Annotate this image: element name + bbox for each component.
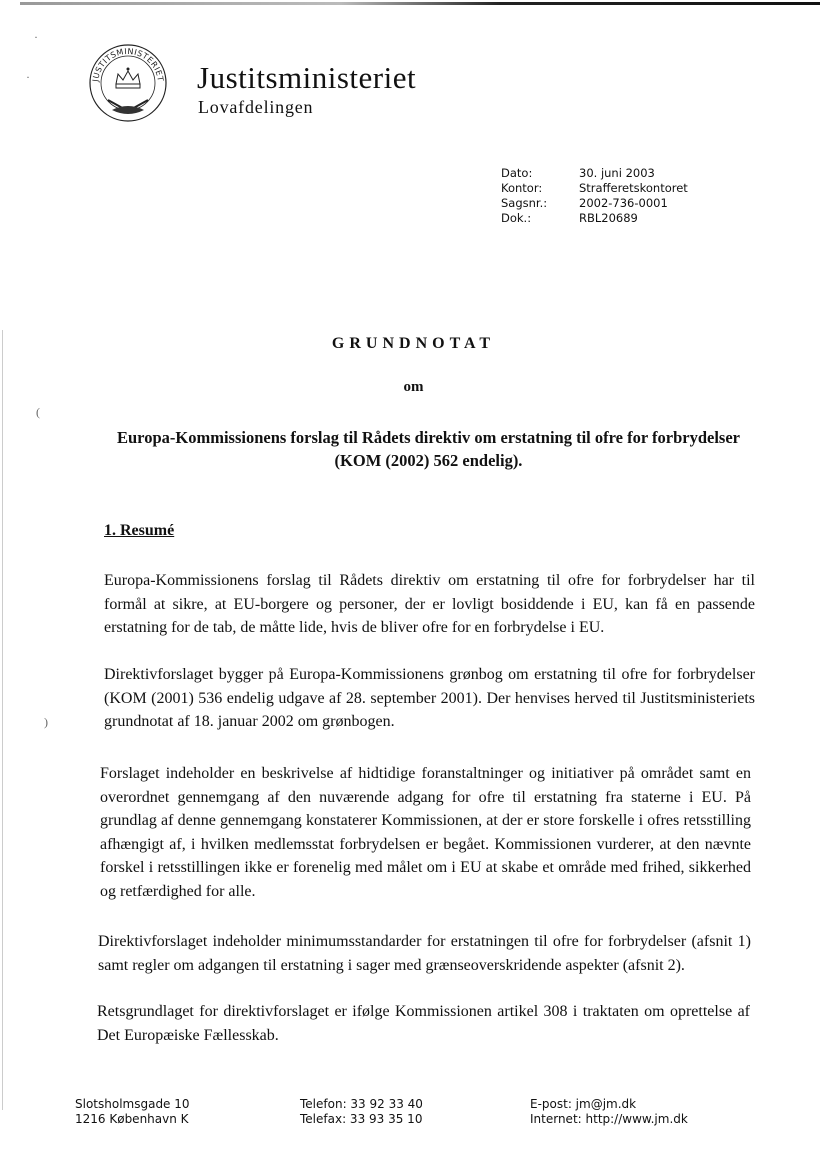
paragraph-1: Europa-Kommissionens forslag til Rådets direktiv om erstatning til ofre for forbrydelser har til formål at sikre, at EU-borgere og personer, der er lovligt bosiddende i EU, kan få en passende erstatning for de tab, de måtte lide, hvis de bliver ofre for en forbrydelse i EU. [104,572,755,636]
meta-value: 2002-736-0001 [579,196,668,210]
meta-label: Sagsnr.: [501,196,548,210]
paragraph-2: Direktivforslaget bygger på Europa-Kommissionens grønbog om erstatning til ofre for forbrydelser (KOM (2001) 536 endelig udgave af 28. september 2001). Der henvises herved til Justitsministeriets grundnotat af 18. januar 2002 om grønbogen. [104,666,755,730]
subject-line-2: (KOM (2002) 562 endelig). [334,451,523,470]
meta-label: Dok.: [501,211,532,225]
meta-row-office [501,181,688,196]
meta-label: Dato: [501,166,533,180]
meta-value: RBL20689 [579,211,638,225]
scan-top-edge [20,2,820,5]
meta-row-case-number [501,196,688,211]
footer-telephone: Telefon: 33 92 33 40 [300,1097,423,1111]
footer-phone [300,1097,423,1127]
document-metadata [501,166,688,226]
section-heading-resume: 1. Resumé [104,522,175,539]
scan-speck: · [26,70,30,84]
paragraph-4: Direktivforslaget indeholder minimumsstandarder for erstatningen til ofre for forbrydelser (afsnit 1) samt regler om adgangen til erstatning i sager med grænseoverskridende aspekter (afsnit 2). [98,933,751,974]
document-subject [100,426,757,472]
scan-left-edge [2,330,3,1110]
footer-contact [530,1097,688,1127]
scan-speck: ) [44,715,48,729]
paragraph-3: Forslaget indeholder en beskrivelse af hidtidige foranstaltninger og initiativer på området samt en overordnet gennemgang af den nuværende adgang for ofre til erstatning fra staterne i EU. På grundlag af denne gennemgang konstaterer Kommissionen, at der er store forskelle i ofres retsstilling afhængigt af, i hvilken medlemsstat forbrydelsen er begået. Kommissionen vurderer, at den nævnte forskel i retsstillingen ikke er forenelig med målet om i EU at skabe et område med frihed, sikkerhed og retfærdighed for alle. [100,765,751,900]
subject-line-1: Europa-Kommissionens forslag til Rådets direktiv om erstatning til ofre for forbrydelser [117,428,740,447]
document-title: GRUNDNOTAT [331,335,496,352]
meta-value: 30. juni 2003 [579,166,655,180]
footer-address-street: Slotsholmsgade 10 [75,1097,190,1111]
department-name: Lovafdelingen [198,97,314,117]
scan-speck: ( [36,405,40,419]
footer-telefax: Telefax: 33 93 35 10 [300,1112,423,1126]
meta-row-date [501,166,688,181]
scan-speck: · [34,30,38,44]
meta-row-document [501,211,688,226]
title-connector: om [403,379,424,395]
ministry-name: Justitsministeriet [197,60,417,95]
svg-text:JUSTITSMINISTERIET: JUSTITSMINISTERIET [91,46,165,83]
meta-label: Kontor: [501,181,543,195]
footer-address [75,1097,190,1127]
footer-website: Internet: http://www.jm.dk [530,1112,688,1126]
meta-value: Strafferetskontoret [579,181,688,195]
footer-email: E-post: jm@jm.dk [530,1097,637,1111]
paragraph-5: Retsgrundlaget for direktivforslaget er ifølge Kommissionen artikel 308 i traktaten om oprettelse af Det Europæiske Fællesskab. [97,1003,750,1044]
footer-address-city: 1216 København K [75,1112,189,1126]
ministry-seal-logo [86,40,170,126]
